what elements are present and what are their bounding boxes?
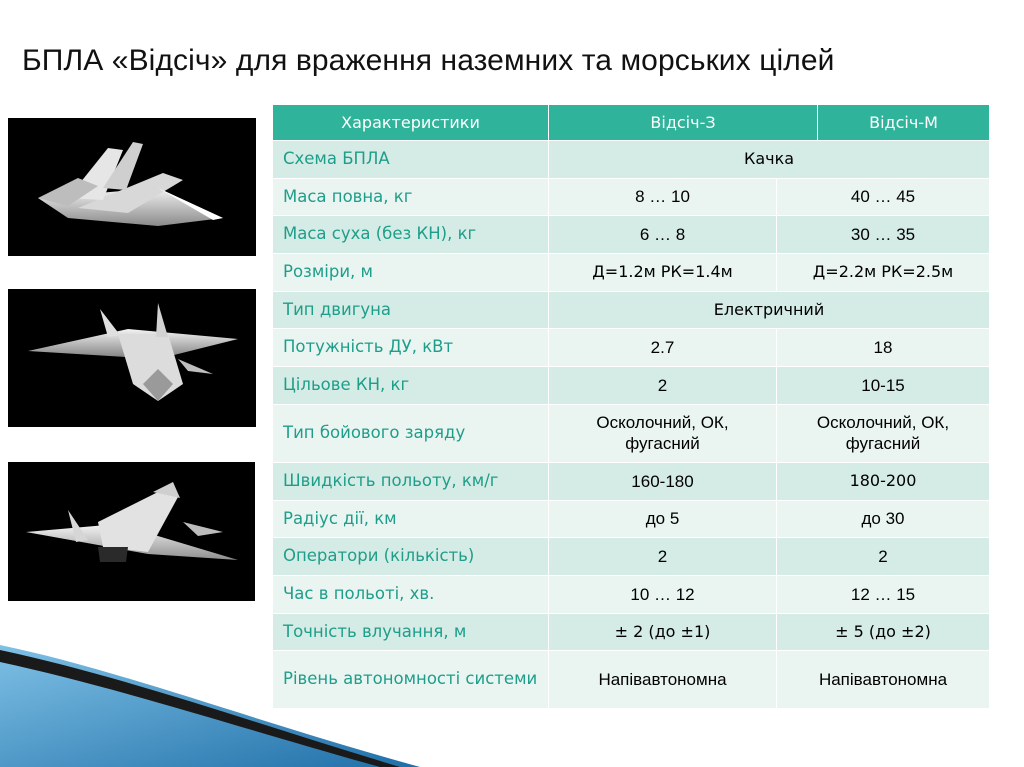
uav-photo-front [8,289,256,427]
slide-title: БПЛА «Відсіч» для враження наземних та морських цілей [22,44,835,77]
table-row [273,404,990,462]
row-value-z: Осколочний, ОК, фугасний [549,404,777,462]
row-value-z: 2 [549,538,777,576]
row-value-m: до 30 [777,500,990,538]
header-vidsich-z: Відсіч-З [549,105,818,141]
row-value-z: до 5 [549,500,777,538]
table-row [273,291,990,329]
uav-rear-illustration [8,462,255,601]
row-label: Маса повна, кг [273,178,549,216]
row-value-z: 2.7 [549,329,777,367]
table-header-row [273,105,990,141]
row-label: Розміри, м [273,254,549,292]
row-value-m: Осколочний, ОК, фугасний [777,404,990,462]
table-row [273,178,990,216]
row-value-m: ± 5 (до ±2) [777,613,990,651]
row-label: Час в польоті, хв. [273,575,549,613]
table-row [273,613,990,651]
table-row [273,538,990,576]
header-vidsich-m: Відсіч-М [818,105,990,141]
row-value-z: 10 … 12 [549,575,777,613]
row-value-m: 30 … 35 [777,216,990,254]
row-label: Схема БПЛА [273,141,549,179]
table-row [273,254,990,292]
row-value-m: 2 [777,538,990,576]
row-value-z: Д=1.2м РК=1.4м [549,254,777,292]
row-value-z: Напівавтономна [549,651,777,709]
row-value-merged: Качка [549,141,990,179]
row-value-z: ± 2 (до ±1) [549,613,777,651]
row-value-z: 160-180 [549,462,777,500]
row-label: Цільове КН, кг [273,367,549,405]
row-label: Потужність ДУ, кВт [273,329,549,367]
row-label: Тип бойового заряду [273,404,549,462]
uav-photo-side [8,118,256,256]
spec-table [272,104,990,709]
table-row [273,141,990,179]
table-row [273,329,990,367]
row-value-m: 18 [777,329,990,367]
row-value-m: Напівавтономна [777,651,990,709]
row-value-m: 40 … 45 [777,178,990,216]
row-label: Оператори (кількість) [273,538,549,576]
row-value-z: 2 [549,367,777,405]
row-value-m: 10-15 [777,367,990,405]
row-label: Тип двигуна [273,291,549,329]
row-label: Швидкість польоту, км/г [273,462,549,500]
table-row [273,462,990,500]
uav-side-illustration [8,118,256,256]
table-row [273,500,990,538]
row-value-z: 6 … 8 [549,216,777,254]
table-row [273,575,990,613]
row-label: Рівень автономності системи [273,651,549,709]
uav-front-illustration [8,289,256,427]
row-value-m: 12 … 15 [777,575,990,613]
uav-photo-rear [8,462,255,601]
row-value-z: 8 … 10 [549,178,777,216]
row-value-m: 180-200 [777,462,990,500]
table-row [273,367,990,405]
header-characteristics: Характеристики [273,105,549,141]
row-value-merged: Електричний [549,291,990,329]
row-value-m: Д=2.2м РК=2.5м [777,254,990,292]
row-label: Маса суха (без КН), кг [273,216,549,254]
row-label: Точність влучання, м [273,613,549,651]
table-row [273,216,990,254]
table-row [273,651,990,709]
row-label: Радіус дії, км [273,500,549,538]
